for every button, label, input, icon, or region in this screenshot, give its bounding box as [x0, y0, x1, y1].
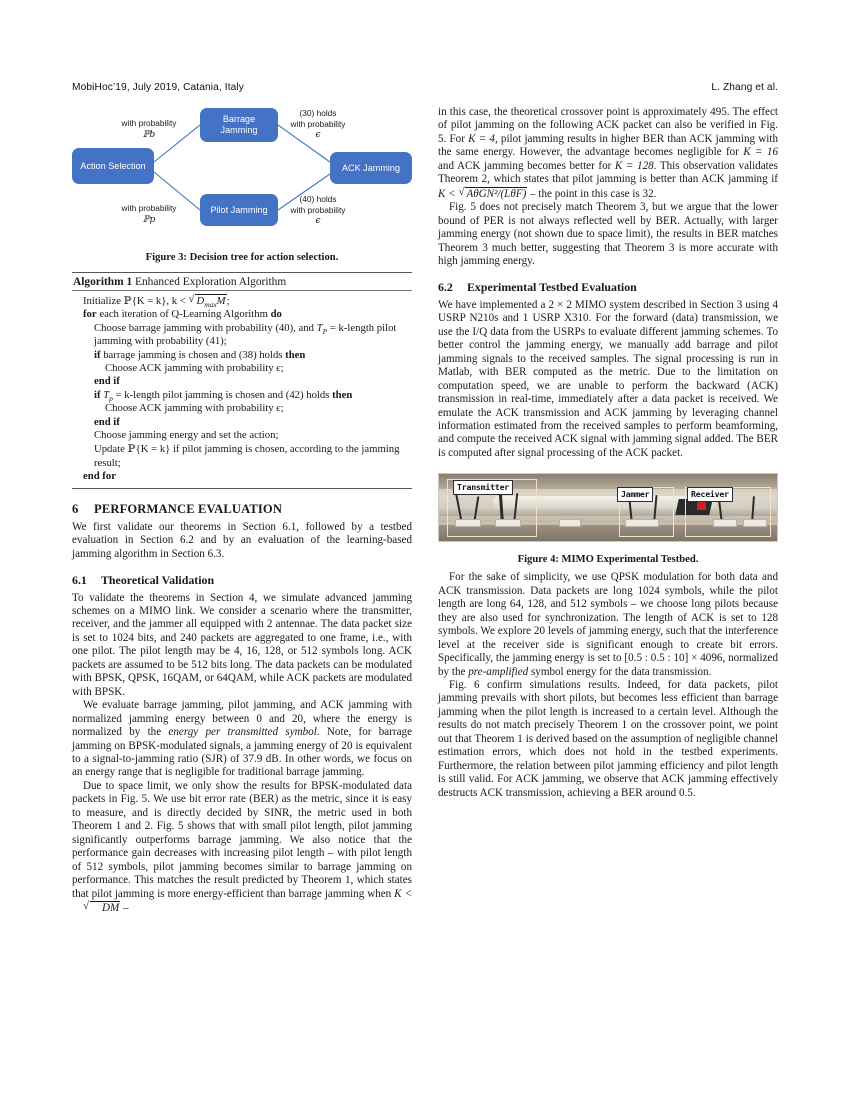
algorithm-line-5: [72, 362, 412, 375]
right-paragraph-1: [438, 106, 778, 201]
algorithm-line-10: Choose jamming energy and set the action;: [94, 429, 279, 442]
algo-l1-sub: max: [204, 300, 217, 310]
edge-label-eq30-line2: with probability: [290, 118, 346, 129]
left-column: [72, 106, 412, 915]
left-p4-math-k: K <: [394, 887, 412, 900]
algo-l2-kw: for: [83, 308, 97, 321]
algo-l1-a: Initialize: [83, 295, 124, 307]
algorithm-1-label: Algorithm 1: [73, 275, 133, 288]
algo-l3-tp-sub: P: [322, 326, 328, 336]
node-barrage-jamming-label: Barrage Jamming: [220, 114, 258, 135]
edge-label-eq30: [272, 108, 364, 141]
right-p1-math-k: K <: [438, 187, 459, 200]
algorithm-line-3: [72, 322, 412, 349]
algo-l1-rad2: M: [216, 295, 226, 307]
right-paragraph-5: Fig. 6 confirm simulations results. Indeed, for data packets, pilot jamming prevails with short pilots, but becomes less efficient than barrage jamming when the pilot length is increased to a certain level. Although the results do not match precisely Theorem 1 on the crossover point, we point out that Theorem 1 is derived based on the assumption of negligible channel estimation errors, which does not hold in the testbed experiments. Furthermore, the relation between pilot jamming efficiency and pilot length is still valid. For ACK jamming, we observe that ACK jamming effectively destructs ACK transmission, achieving a BER around 0.5.: [438, 679, 778, 799]
right-paragraph-2: Fig. 5 does not precisely match Theorem 3, but we argue that the lower bound of PER is not always reflected well by BER. Actually, with larger jamming energy (not shown due to space limit), the results in BER matches Theorem 3 much better, suggesting that Theorem 3 is more accurate with high jamming energy.: [438, 201, 778, 267]
section-6-heading: [72, 502, 412, 517]
right-p1-c: and ACK jamming becomes better for: [438, 159, 615, 172]
photo-label-jammer: Jammer: [617, 487, 653, 502]
algo-l1-b: {K = k}, k <: [131, 295, 189, 307]
algorithm-line-4: [72, 349, 412, 362]
right-p1-k16: K = 16: [743, 146, 778, 159]
algo-l3-tp: T: [316, 321, 323, 334]
algo-l3-a: Choose barrage jamming with probability (40), and: [94, 321, 317, 334]
algo-l8-a: Choose ACK jamming with probability: [105, 402, 277, 415]
algorithm-1-title: [72, 273, 412, 291]
algo-l4-kw: if: [94, 348, 101, 361]
right-p1-k4: K = 4: [468, 132, 495, 145]
node-pilot-jamming: [200, 194, 278, 226]
figure-4-photo: [438, 473, 778, 542]
figure-4-testbed: [438, 473, 778, 565]
algo-l4-kw2: then: [285, 348, 306, 361]
algo-l2-kw2: do: [270, 308, 282, 321]
left-p4-b: –: [120, 901, 129, 914]
edge-label-probability-p: [101, 203, 197, 225]
edge-label-eq40-line2: with probability: [290, 204, 346, 215]
left-p3-italic: energy per transmitted symbol: [168, 726, 317, 739]
algo-l4-a: barrage jamming is chosen and (38) holds: [100, 348, 286, 361]
algo-l5-sym: ϵ: [276, 362, 281, 375]
algo-l7-tp: T: [103, 388, 110, 401]
algorithm-line-1: Initialize ℙ{K = k}, k < √ $D_{max}M$;: [72, 294, 412, 308]
usrp-mid: [559, 519, 581, 527]
section-6-title: PERFORMANCE EVALUATION: [94, 501, 283, 516]
algo-l3-b: = k-length pilot jamming with probability (41);: [94, 321, 397, 348]
algorithm-line-11: Update ℙ{K = k} if pilot jamming is chosen, according to the jamming result;: [94, 442, 400, 469]
edge-label-pb-symbol: ℙb: [142, 129, 156, 140]
section-6-2-number: 6.2: [438, 280, 453, 295]
node-action-selection-label: Action Selection: [80, 160, 146, 171]
edge-label-eq40: [272, 194, 364, 227]
edge-label-pp-text: with probability: [121, 203, 177, 213]
node-barrage-jamming: [200, 108, 278, 142]
section-6-number: 6: [72, 501, 79, 516]
right-p1-e: – the point in this case is 32.: [527, 187, 657, 200]
node-action-selection: [72, 148, 154, 184]
algo-l7-kw: if: [94, 388, 101, 401]
right-p1-d: . This observation validates Theorem 2, which states that pilot jamming is better than ACK jamming if: [438, 159, 778, 186]
left-paragraph-4: [72, 780, 412, 916]
right-p4-b: symbol energy for the data transmission.: [528, 665, 712, 678]
figure-3-caption: Figure 3: Decision tree for action selection.: [145, 252, 339, 263]
photo-label-receiver: Receiver: [687, 487, 733, 502]
right-paragraph-3: We have implemented a 2 × 2 MIMO system described in Section 3 using 4 USRP N210s and 1 USRP X310. For the forward (data) transmission, we use the I/Q data from the USRPs to evaluate different jamming schemes. To better control the jamming energy, we manually add barrage and pilot jamming signals to the received samples. The signal processing is run in Matlab, with BER computed as the metric. Due to the limitation on computation speed, we are unable to perform the backward (ACK) transmission in real-time, immediately after a data packet is received. We emulate the ACK transmission and ACK jamming by leveraging channel information estimated from the received samples to perform beamforming, and compute the received ACK signal with jamming signal added. The BER is computed after signal processing of the ACK packet.: [438, 298, 778, 459]
algo-l5-a: Choose ACK jamming with probability: [105, 362, 277, 375]
node-ack-jamming: [330, 152, 412, 184]
section-6-1-number: 6.1: [72, 573, 87, 588]
algo-l7-a: = k-length pilot jamming is chosen and (42) holds: [112, 388, 333, 401]
figure-3-decision-tree: [72, 106, 412, 248]
running-head-right: L. Zhang et al.: [711, 82, 778, 93]
algo-l1-rad: D: [196, 295, 205, 307]
section-6-1-title: Theoretical Validation: [101, 573, 215, 588]
algo-l7-tp-sub: p: [109, 393, 113, 403]
node-pilot-jamming-label: Pilot Jamming: [210, 204, 268, 215]
left-paragraph-2: To validate the theorems in Section 4, we simulate advanced jamming schemes on a MIMO link. We consider a scenario where the transmitter, receiver, and the jammer all equipped with 2 antennae. The data packet size is set to 1024 bits, and 240 packets are aggregated to one frame, i.e., with one pilot. The pilot length may be 4, 16, 128, or 512 symbols long. ACK packets are assumed to be 512 bits long. The data packets can be modulated with BPSK, QPSK, 16QAM, or 64QAM, while ACK packets are modulated with BPSK.: [72, 591, 412, 698]
section-6-2-heading: [438, 280, 778, 295]
running-head-left: MobiHoc’19, July 2019, Catania, Italy: [72, 82, 244, 93]
running-head: [72, 82, 778, 93]
section-6-2-title: Experimental Testbed Evaluation: [467, 280, 637, 295]
left-p4-math-radicand: DM: [90, 901, 120, 915]
right-p1-b: , pilot jamming results in higher BER than ACK jamming with the same energy. However, the advantage becomes negligible for: [438, 132, 779, 159]
algo-l7-kw2: then: [332, 388, 353, 401]
edge-label-pb-text: with probability: [121, 118, 177, 128]
algo-l8-sym: ϵ: [276, 402, 281, 415]
right-column: [438, 106, 778, 800]
algo-l11-a: Update: [94, 443, 128, 456]
algo-l11-b: {K = k} if pilot jamming is chosen, according to the jamming result;: [94, 443, 400, 469]
algo-l8-end: ;: [280, 402, 284, 415]
algo-l1-end: ;: [226, 295, 230, 307]
figure-4-caption: Figure 4: MIMO Experimental Testbed.: [517, 554, 699, 566]
algorithm-1-box: [72, 272, 412, 489]
algo-l5-end: ;: [280, 362, 284, 375]
edge-label-pp-symbol: ℙp: [142, 214, 156, 225]
right-paragraph-4: [438, 571, 778, 679]
algorithm-line-7: [72, 389, 412, 402]
section-6-1-heading: [72, 573, 412, 588]
left-paragraph-3: [72, 699, 412, 780]
algorithm-1-body: [72, 291, 412, 488]
right-p1-math-radicand: AθGN²/(LθF): [466, 187, 527, 200]
algorithm-line-6: end if: [94, 375, 120, 388]
left-p3-a: We evaluate barrage jamming, pilot jamming, and ACK jamming with normalized jamming energy between 0 and 20, where the energy is normalized by the: [72, 699, 412, 739]
photo-label-transmitter: Transmitter: [453, 480, 513, 495]
edge-label-eq40-line1: (40) holds: [299, 194, 337, 204]
algorithm-1-name: Enhanced Exploration Algorithm: [135, 275, 287, 288]
algorithm-line-2: [72, 308, 412, 321]
right-p4-italic: pre-amplified: [468, 665, 529, 678]
algorithm-line-8: [72, 402, 412, 415]
left-p4-a: Due to space limit, we only show the results for BPSK-modulated data packets in Fig. 5. We use bit error rate (BER) as the metric, since it is easy to measure, and is directly decided by SINR, the metric used in both Theorem 1 and 2. Fig. 5 shows that with small pilot length, pilot jamming significantly outperforms barrage jamming. We also notice that the performance gain decreases with increasing pilot length – with pilot length of 512 symbols, pilot jamming becomes similar to barrage jamming on performance. This matches the result predicted by Theorem 1, which states that pilot jamming is more energy-efficient than barrage jamming when: [72, 779, 412, 900]
algorithm-line-9: end if: [94, 415, 120, 428]
left-p3-b: . Note, for barrage jamming on BPSK-modulated signals, a jamming energy of 20 is equivalent to a signal-to-jamming ratio (SJR) of 37.9 dB. In other words, we focus on an energy range that is negligible for traditional barrage jamming.: [72, 726, 412, 779]
left-paragraph-1: We first validate our theorems in Section 6.1, followed by a testbed evaluation in Section 6.2 and by an evaluation of the learning-based jamming algorithm in Section 6.3.: [72, 520, 412, 560]
edge-label-probability-b: [101, 118, 197, 140]
edge-label-eq30-symbol: ϵ: [315, 130, 321, 140]
right-p4-a: For the sake of simplicity, we use QPSK modulation for both data and ACK transmission. Data packets are long 1024 symbols, while the pilot length are long 64, 128, and 512 symbols – we choose long pilots because they are also used for synchronization. The length of ACK is set to 128 symbols. We explore 20 levels of jamming energy, such that the interference level at the receiver side is significant enough to create bit errors. Specifically, the jamming energy is set to [0.5 : 0.5 : 10] × 4096, normalized by the: [438, 571, 778, 678]
edge-label-eq30-line1: (30) holds: [299, 108, 337, 118]
right-p1-a: in this case, the theoretical crossover point is approximately 495. The effect of pilot jamming on the following ACK packet can also be verified in Fig. 5. For: [438, 106, 778, 145]
algorithm-line-12: end for: [83, 470, 116, 483]
node-ack-jamming-label: ACK Jamming: [341, 162, 401, 173]
right-p1-k128: K = 128: [614, 159, 654, 172]
algo-l2-a: each iteration of Q-Learning Algorithm: [96, 308, 271, 321]
edge-label-eq40-symbol: ϵ: [315, 216, 321, 226]
